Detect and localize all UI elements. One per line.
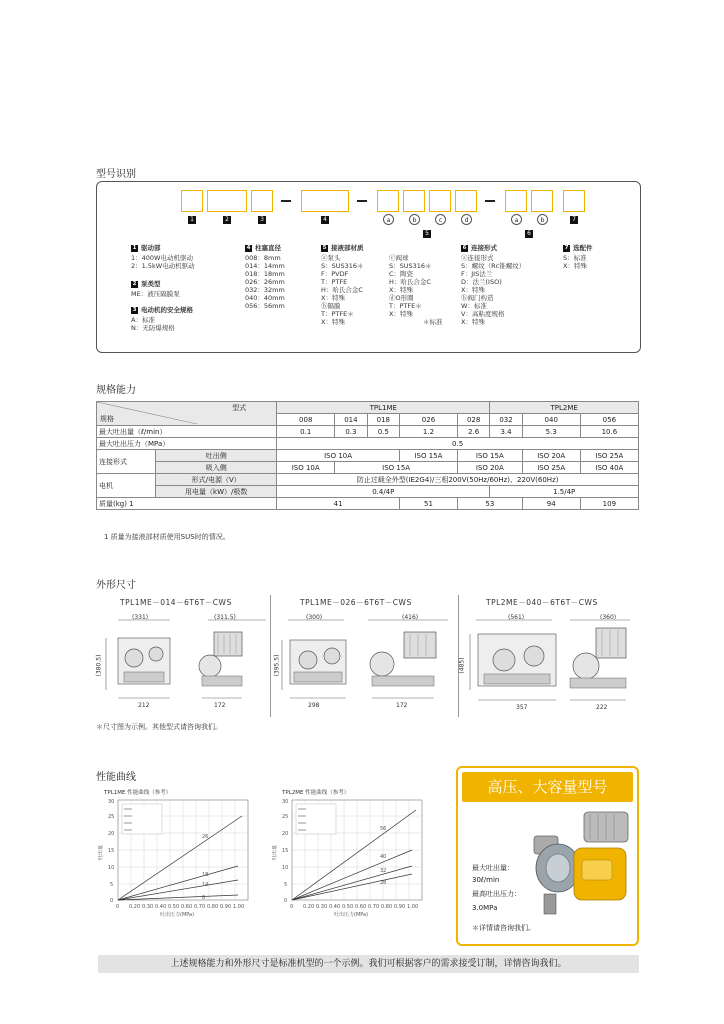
model-box-5c xyxy=(429,190,451,212)
model-col: 026 xyxy=(399,414,457,426)
section-title-model-id: 型号识别 xyxy=(96,169,136,180)
svg-text:0: 0 xyxy=(116,904,120,910)
model-box-6a xyxy=(505,190,527,212)
drawing-title-3: TPL2ME－040－6T6T－CWS xyxy=(486,598,598,607)
svg-text:56: 56 xyxy=(380,826,387,832)
legend-num: 4 xyxy=(246,244,251,251)
drawing-divider xyxy=(458,595,459,717)
model-id-panel xyxy=(96,181,641,353)
svg-text:0.40: 0.40 xyxy=(155,904,167,910)
svg-text:0.50: 0.50 xyxy=(168,904,180,910)
svg-text:0.80: 0.80 xyxy=(207,904,219,910)
table-row: 用电量（kW）/极数 0.4/4P 1.5/4P xyxy=(97,486,639,498)
model-box-5a xyxy=(377,190,399,212)
model-col: 040 xyxy=(522,414,580,426)
card-note: ＊详情请咨询我们。 xyxy=(472,924,535,932)
legend-motor-safety: 3 电动机的安全规格 A：标准 N：无防爆规格 xyxy=(131,306,193,332)
table-row: 最大吐出压力（MPa） 0.5 xyxy=(97,438,639,450)
svg-text:5: 5 xyxy=(110,882,114,888)
performance-graph-2 xyxy=(272,796,432,920)
pump-drawing-3 xyxy=(466,610,638,715)
svg-text:1.00: 1.00 xyxy=(233,904,245,910)
legend-drive: 1 驱动部 1：400W电动机驱动 2：1.5kW电动机驱动 xyxy=(131,244,195,270)
card-flow-label: 最大吐出量： xyxy=(472,864,514,872)
pump-drawing-1 xyxy=(98,610,268,715)
svg-text:吐出量: 吐出量 xyxy=(98,844,104,860)
svg-text:0.20: 0.20 xyxy=(129,904,141,910)
svg-text:10: 10 xyxy=(108,865,115,871)
high-capacity-card xyxy=(456,766,639,946)
card-flow-value: 30ℓ/min xyxy=(472,876,500,884)
svg-text:15: 15 xyxy=(108,848,115,854)
card-title: 高压、大容量型号 xyxy=(462,772,633,802)
box-tag-4: 4 xyxy=(321,216,329,224)
svg-text:14: 14 xyxy=(202,882,209,888)
box-tag-1: 1 xyxy=(188,216,196,224)
table-row: 连接形式 吐出侧 ISO 10A ISO 15A ISO 15A ISO 20A ISO 25A xyxy=(97,450,639,462)
svg-text:0: 0 xyxy=(110,898,114,904)
model-col: 008 xyxy=(277,414,335,426)
model-col: 018 xyxy=(367,414,399,426)
svg-text:0.70: 0.70 xyxy=(368,904,380,910)
svg-text:吐出压力(MPa): 吐出压力(MPa) xyxy=(160,912,195,918)
svg-text:0: 0 xyxy=(284,898,288,904)
svg-text:吐出量: 吐出量 xyxy=(272,844,278,860)
svg-text:30: 30 xyxy=(282,799,289,805)
model-col: 014 xyxy=(335,414,367,426)
legend-num: 2 xyxy=(132,280,137,287)
performance-graph-1 xyxy=(98,796,258,920)
table-row: 质量(kg) 1 41 51 53 94 109 xyxy=(97,498,639,510)
table-row: 吸入侧 ISO 10A ISO 15A ISO 20A ISO 25A ISO 40A xyxy=(97,462,639,474)
model-box-6b xyxy=(531,190,553,212)
svg-text:30: 30 xyxy=(108,799,115,805)
drawing-divider xyxy=(270,595,271,717)
separator-dash xyxy=(357,200,367,202)
footer-banner: 上述规格能力和外形尺寸是标准机型的一个示例。我们可根据客户的需求接受订制，详情咨询我们。 xyxy=(98,955,639,973)
dims-note: ＊尺寸图为示例。其他型式请咨询我们。 xyxy=(96,723,222,731)
svg-text:20: 20 xyxy=(282,831,289,837)
card-pressure-value: 3.0MPa xyxy=(472,904,498,912)
svg-text:0.60: 0.60 xyxy=(355,904,367,910)
legend-ball-oring: ⓒ阀球 S：SUS316＊ C：陶瓷 H：哈氏合金C X：特殊 ⓓO形圈 T：PTFE＊ X：特殊 ＊标准 xyxy=(389,254,443,326)
group-tag-6: 6 xyxy=(525,230,533,238)
graph-title-1: TPL1ME 性能曲线（参考） xyxy=(104,790,172,796)
pump-drawing-2 xyxy=(278,610,456,715)
svg-text:26: 26 xyxy=(202,834,209,840)
svg-text:0.90: 0.90 xyxy=(394,904,406,910)
svg-text:0.30: 0.30 xyxy=(142,904,154,910)
group-header-tpl2: TPL2ME xyxy=(490,402,639,414)
model-box-2 xyxy=(207,190,247,212)
spec-header-corner: 型式 规格 xyxy=(97,402,277,426)
group-header-tpl1: TPL1ME xyxy=(277,402,490,414)
separator-dash xyxy=(485,200,495,202)
group-tag-5: 5 xyxy=(423,230,431,238)
drawing-title-1: TPL1ME－014－6T6T－CWS xyxy=(120,598,232,607)
svg-text:0.60: 0.60 xyxy=(181,904,193,910)
drawing-title-2: TPL1ME－026－6T6T－CWS xyxy=(300,598,412,607)
model-col: 056 xyxy=(580,414,638,426)
model-box-5d xyxy=(455,190,477,212)
legend-pump-type: 2 泵类型 ME：液压隔膜泵 xyxy=(131,280,180,298)
svg-text:25: 25 xyxy=(108,814,115,820)
table-row: 最大吐出量（ℓ/min） 0.1 0.3 0.5 1.2 2.6 3.4 5.3 10.6 xyxy=(97,426,639,438)
svg-text:0.40: 0.40 xyxy=(329,904,341,910)
sub-marker-a: a xyxy=(511,214,522,225)
separator-dash xyxy=(281,200,291,202)
model-col: 032 xyxy=(490,414,522,426)
legend-plunger: 4 柱塞直径 008：8mm 014：14mm 018：18mm 026：26mm 032：32mm 040：40mm 056：56mm xyxy=(245,244,285,310)
legend-wetted-material: 5 接液部材质 ⓐ泵头 S：SUS316＊ F：PVDF T：PTFE H：哈氏合金C X：特殊 ⓑ隔膜 T：PTFE＊ X：特殊 xyxy=(321,244,364,326)
legend-num: 6 xyxy=(462,244,467,251)
svg-text:25: 25 xyxy=(282,814,289,820)
svg-text:0.30: 0.30 xyxy=(316,904,328,910)
graph-title-2: TPL2ME 性能曲线（参考） xyxy=(282,790,350,796)
box-tag-2: 2 xyxy=(223,216,231,224)
pump-photo xyxy=(518,808,638,918)
section-title-curves: 性能曲线 xyxy=(96,772,136,783)
svg-text:0.50: 0.50 xyxy=(342,904,354,910)
table-row: 电机 形式/电源（V） 防止过载全外型(IE2G4)/三相200V(50Hz/60Hz)、220V(60Hz) xyxy=(97,474,639,486)
spec-table xyxy=(96,401,639,510)
legend-num: 3 xyxy=(132,306,137,313)
svg-text:20: 20 xyxy=(108,831,115,837)
model-box-7 xyxy=(563,190,585,212)
model-box-4 xyxy=(301,190,349,212)
model-box-1 xyxy=(181,190,203,212)
model-box-5b xyxy=(403,190,425,212)
legend-options: 7 选配件 S：标准 X：特殊 xyxy=(563,244,593,270)
sub-marker-b: b xyxy=(537,214,548,225)
box-tag-3: 3 xyxy=(258,216,266,224)
legend-num: 1 xyxy=(132,244,137,251)
sub-marker-d: d xyxy=(461,214,472,225)
svg-text:1.00: 1.00 xyxy=(407,904,419,910)
section-title-dims: 外形尺寸 xyxy=(96,580,136,591)
svg-text:15: 15 xyxy=(282,848,289,854)
spec-footnote: 1 质量为接液部材质使用SUS时的情况。 xyxy=(104,533,230,541)
model-col: 028 xyxy=(457,414,489,426)
svg-text:0.90: 0.90 xyxy=(220,904,232,910)
legend-num: 5 xyxy=(322,244,327,251)
sub-marker-b: b xyxy=(409,214,420,225)
svg-text:40: 40 xyxy=(380,854,387,860)
legend-connection: 6 连接形式 ⓐ连接形式 S：螺纹（Rc锥螺纹） F：JIS法兰 D：法兰(ISO) X：特殊 ⓑ阀门构造 W：标准 V：高粘度规格 X：特殊 xyxy=(461,244,526,326)
svg-text:10: 10 xyxy=(282,865,289,871)
svg-text:18: 18 xyxy=(202,872,209,878)
section-title-spec: 规格能力 xyxy=(96,385,136,396)
svg-text:0.20: 0.20 xyxy=(303,904,315,910)
svg-text:5: 5 xyxy=(284,882,288,888)
card-pressure-label: 最高吐出压力： xyxy=(472,890,521,898)
svg-text:吐出压力(MPa): 吐出压力(MPa) xyxy=(334,912,369,918)
svg-text:32: 32 xyxy=(380,868,387,874)
svg-text:28: 28 xyxy=(380,880,387,886)
svg-text:0.70: 0.70 xyxy=(194,904,206,910)
svg-text:0: 0 xyxy=(290,904,294,910)
sub-marker-a: a xyxy=(383,214,394,225)
sub-marker-c: c xyxy=(435,214,446,225)
svg-text:8: 8 xyxy=(202,895,206,901)
legend-num: 7 xyxy=(564,244,569,251)
model-box-3 xyxy=(251,190,273,212)
box-tag-7: 7 xyxy=(570,216,578,224)
svg-text:0.80: 0.80 xyxy=(381,904,393,910)
